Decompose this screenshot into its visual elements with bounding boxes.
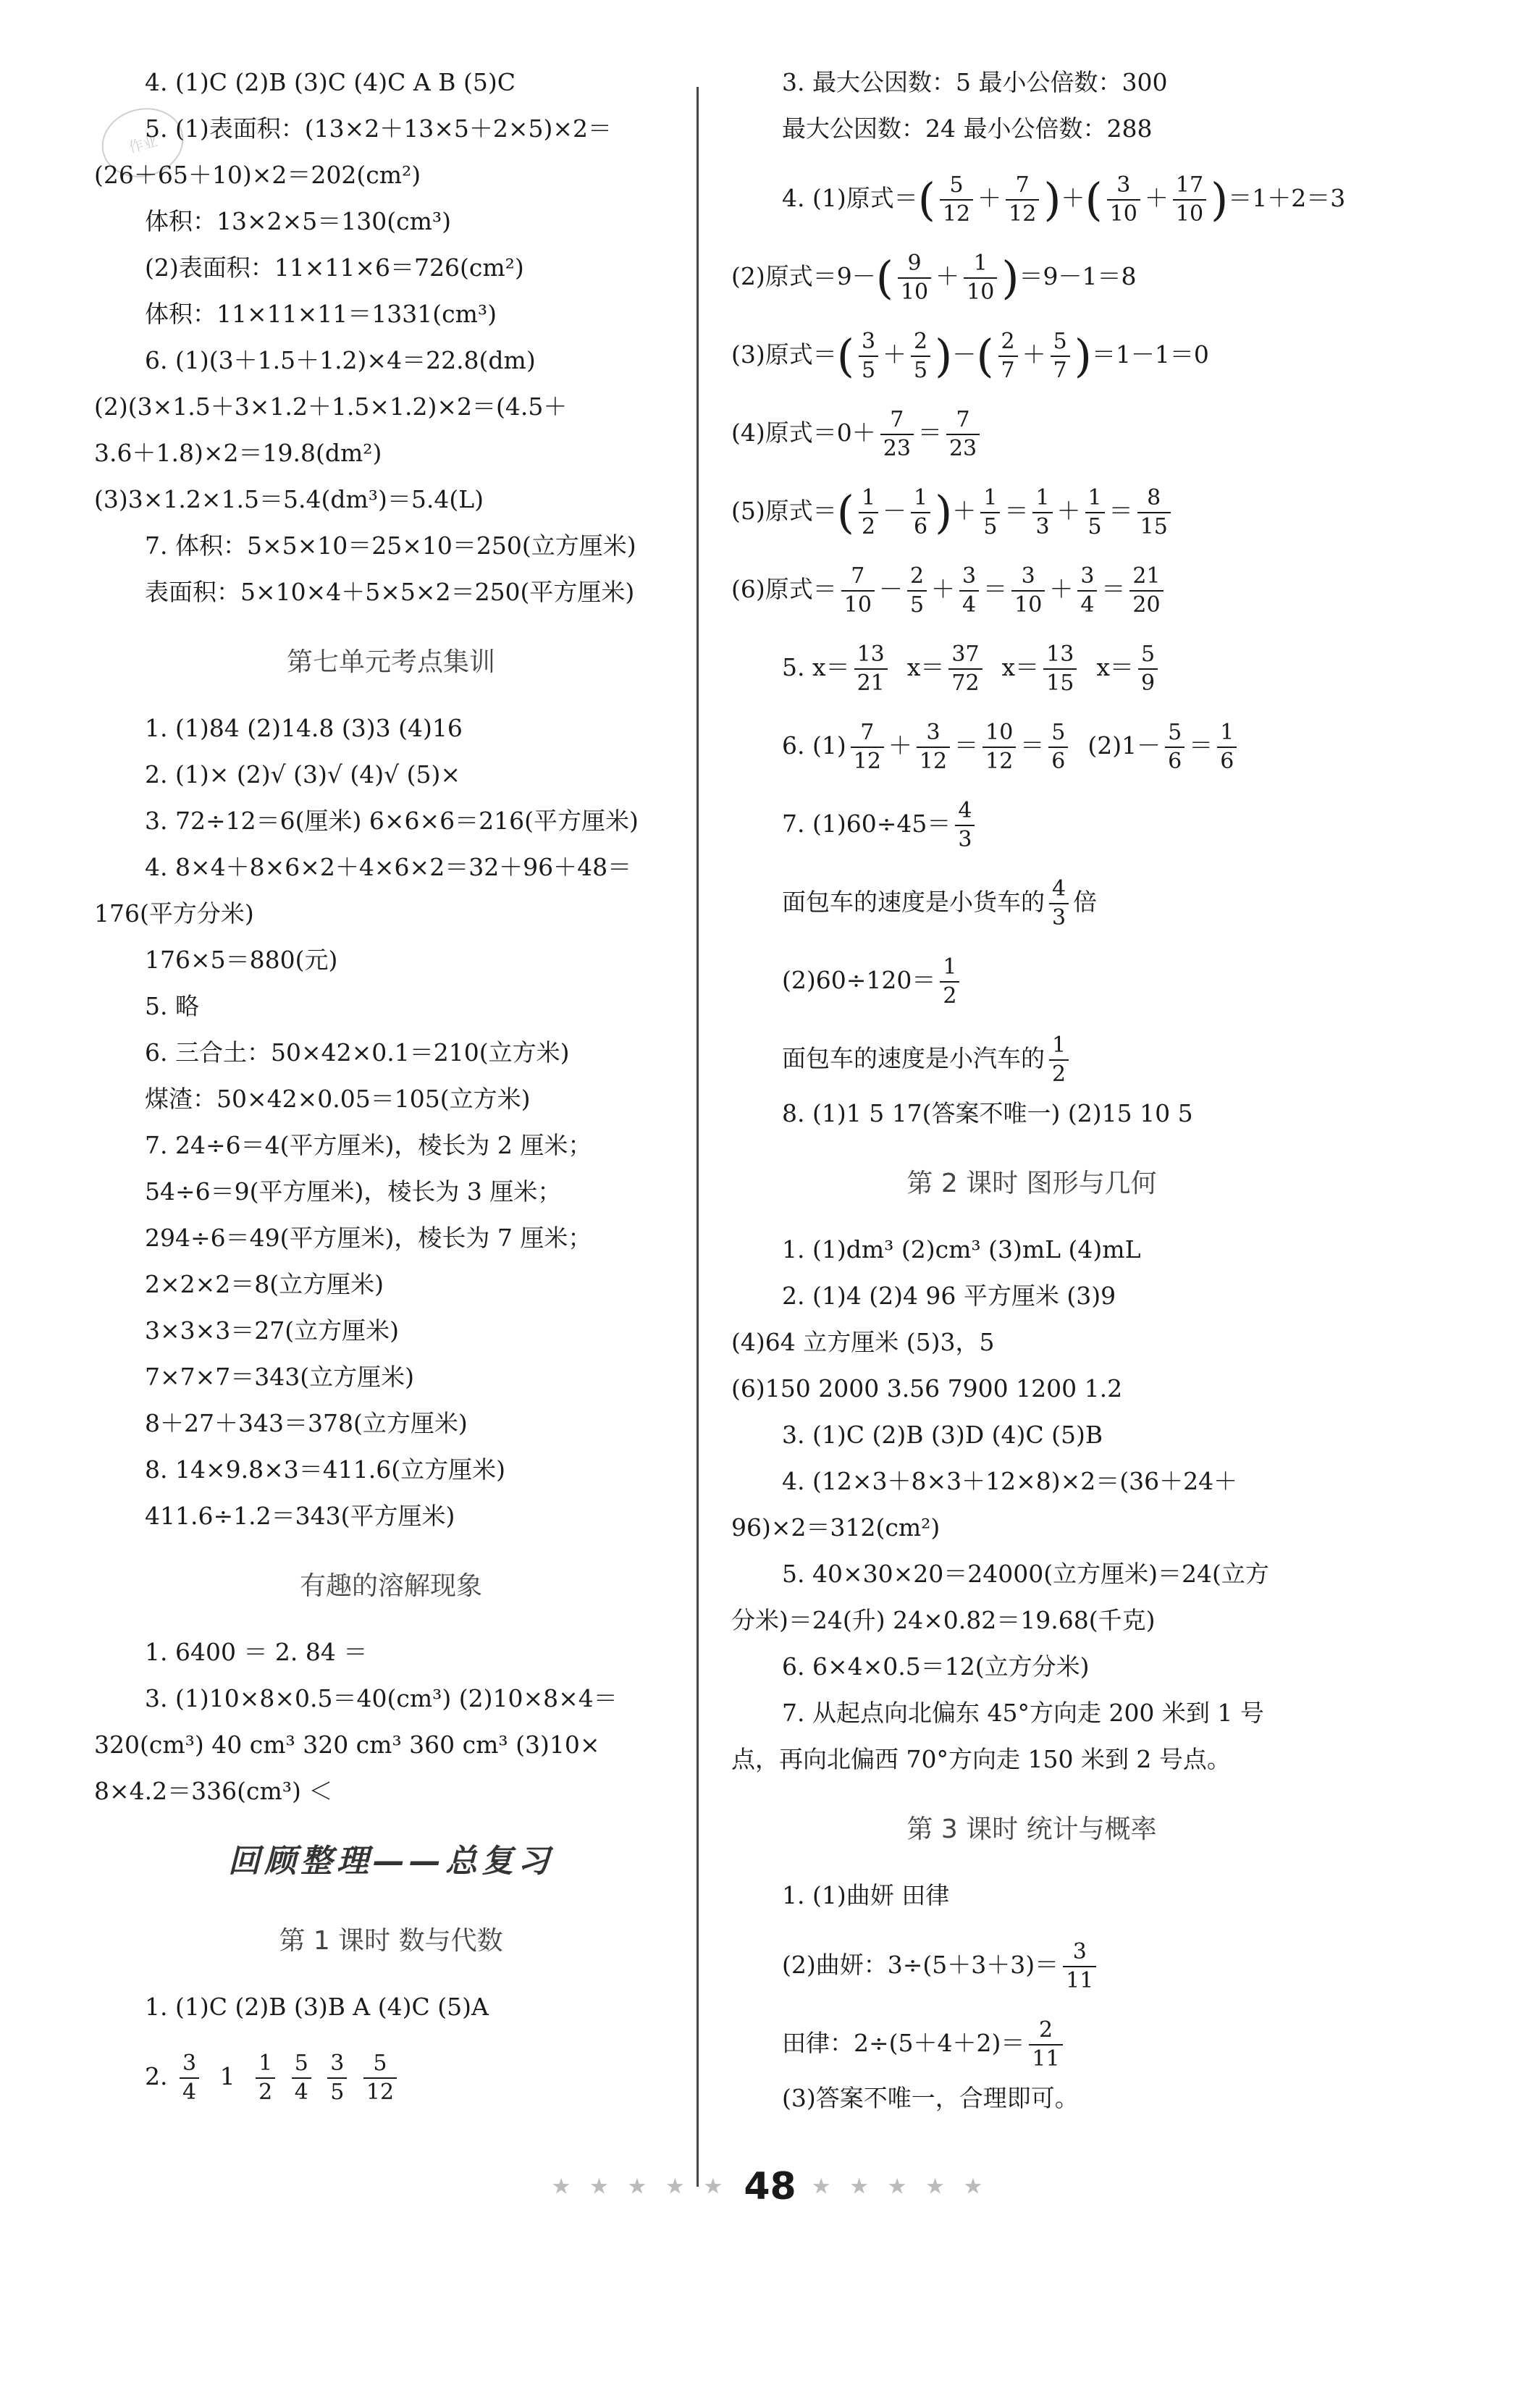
answer-line: 3. (1)10×8×0.5＝40(cm³) (2)10×8×4＝	[145, 1684, 618, 1712]
answer-line: 5. 40×30×20＝24000(立方厘米)＝24(立方	[782, 1560, 1269, 1588]
fraction: $\frac{3}{4}$	[180, 2050, 199, 2106]
answer-line: 3×3×3＝27(立方厘米)	[145, 1316, 400, 1345]
answer-line: 7. 从起点向北偏东 45°方向走 200 米到 1 号	[782, 1699, 1264, 1727]
answer-line: 3. 72÷12＝6(厘米) 6×6×6＝216(平方厘米)	[145, 807, 639, 835]
fraction: $\frac{1}{5}$	[1085, 484, 1105, 541]
fraction: $\frac{1}{6}$	[1217, 719, 1237, 775]
fraction: $\frac{2}{5}$	[911, 328, 930, 384]
fraction: $\frac{1}{3}$	[1032, 484, 1052, 541]
answer-line: 176×5＝880(元)	[145, 946, 338, 974]
answer-line: (6)原式＝ $\frac{7}{10}$ － $\frac{2}{5}$ ＋ $\frac{3}{4}$ ＝ $\frac{3}{10}$ ＋ $\frac{3}{4}$ ＝ $\frac{21}{20}$	[731, 550, 1332, 628]
fraction: $\frac{37}{72}$	[948, 641, 982, 697]
fraction: $\frac{5}{9}$	[1138, 641, 1158, 697]
answer-line: (2)曲妍：3÷(5＋3＋3)＝ $\frac{3}{11}$	[731, 1926, 1332, 2004]
left-column	[94, 67, 688, 2116]
section-heading: 第 1 课时 数与代数	[279, 1926, 503, 1956]
fraction: $\frac{17}{10}$	[1173, 172, 1206, 228]
answer-line: 体积：13×2×5＝130(cm³)	[145, 207, 452, 235]
fraction: $\frac{8}{15}$	[1137, 484, 1171, 541]
fraction: $\frac{3}{12}$	[917, 719, 950, 775]
fraction: $\frac{1}{5}$	[980, 484, 1000, 541]
answer-line: 1. (1)dm³ (2)cm³ (3)mL (4)mL	[782, 1235, 1141, 1264]
fraction: $\frac{13}{15}$	[1043, 641, 1077, 697]
answer-line: 分米)＝24(升) 24×0.82＝19.68(千克)	[731, 1606, 1156, 1634]
answer-line: 2. (1)4 (2)4 96 平方厘米 (3)9	[782, 1282, 1116, 1310]
answer-line: (5)原式＝( $\frac{1}{2}$ － $\frac{1}{6}$ )＋ $\frac{1}{5}$ ＝ $\frac{1}{3}$ ＋ $\frac{1}{5}$ ＝ $\frac{8}{15}$	[731, 472, 1332, 550]
fraction: $\frac{5}{7}$	[1051, 328, 1070, 384]
answer-line: 4. (12×3＋8×3＋12×8)×2＝(36＋24＋	[782, 1467, 1238, 1495]
answer-line: 411.6÷1.2＝343(平方厘米)	[145, 1502, 455, 1530]
fraction: $\frac{1}{2}$	[1049, 1032, 1069, 1088]
answer-line: 5. 略	[145, 992, 199, 1020]
answer-line: 8＋27＋343＝378(立方厘米)	[145, 1409, 468, 1437]
fraction: $\frac{2}{7}$	[998, 328, 1018, 384]
fraction: $\frac{21}{20}$	[1129, 563, 1163, 619]
answer-line: 3. 最大公因数：5 最小公倍数：300	[782, 68, 1168, 96]
answer-line: (3)3×1.2×1.5＝5.4(dm³)＝5.4(L)	[94, 485, 484, 513]
fraction: $\frac{5}{12}$	[940, 172, 973, 228]
answer-line: 煤渣：50×42×0.05＝105(立方米)	[145, 1085, 531, 1113]
fraction: $\frac{1}{2}$	[256, 2050, 275, 2106]
answer-line: 294÷6＝49(平方厘米)，棱长为 7 厘米；	[145, 1224, 592, 1252]
star-decoration-icon: ★ ★ ★ ★ ★	[551, 2174, 729, 2200]
page-number: 48	[744, 2165, 796, 2208]
answer-line: (2)表面积：11×11×6＝726(cm²)	[145, 253, 524, 282]
fraction: $\frac{7}{12}$	[1006, 172, 1039, 228]
fraction: $\frac{5}{4}$	[292, 2050, 311, 2106]
answer-line: (2)原式＝9－( $\frac{9}{10}$ ＋ $\frac{1}{10}$ )＝9－1＝8	[731, 251, 1137, 305]
fraction: $\frac{13}{21}$	[854, 641, 888, 697]
star-decoration-icon: ★ ★ ★ ★ ★	[811, 2174, 989, 2200]
fraction: $\frac{7}{12}$	[851, 719, 884, 775]
answer-line: (3)答案不唯一，合理即可。	[782, 2084, 1079, 2112]
answer-line: 4. (1)C (2)B (3)C (4)C A B (5)C	[145, 68, 516, 96]
answer-line: 5. x＝ $\frac{13}{21}$ x＝ $\frac{37}{72}$ x＝ $\frac{13}{15}$ x＝ $\frac{5}{9}$	[731, 628, 1332, 707]
answer-line: 2×2×2＝8(立方厘米)	[145, 1270, 384, 1298]
answer-line: 最大公因数：24 最小公倍数：288	[782, 114, 1153, 143]
fraction: $\frac{3}{10}$	[1011, 563, 1045, 619]
fraction: $\frac{2}{5}$	[907, 563, 927, 619]
answer-line: 6. (1)(3＋1.5＋1.2)×4＝22.8(dm)	[145, 346, 536, 374]
answer-line: 1. (1)曲妍 田律	[782, 1881, 950, 1909]
answer-line: 点，再向北偏西 70°方向走 150 米到 2 号点。	[731, 1745, 1231, 1773]
fraction: $\frac{1}{2}$	[859, 484, 878, 541]
fraction: $\frac{1}{2}$	[940, 954, 959, 1010]
fraction: $\frac{3}{5}$	[859, 328, 878, 384]
fraction: $\frac{4}{3}$	[1049, 875, 1069, 932]
fraction: $\frac{3}{5}$	[327, 2050, 347, 2106]
fraction: $\frac{3}{4}$	[1077, 563, 1097, 619]
answer-line: 1. 6400 ＝ 2. 84 ＝	[145, 1638, 368, 1666]
answer-line: 表面积：5×10×4＋5×5×2＝250(平方厘米)	[145, 578, 635, 606]
answer-line: (2)(3×1.5＋3×1.2＋1.5×1.2)×2＝(4.5＋	[94, 392, 568, 421]
answer-line: 体积：11×11×11＝1331(cm³)	[145, 300, 497, 328]
fraction: $\frac{2}{11}$	[1029, 2017, 1062, 2073]
answer-line: 面包车的速度是小货车的 $\frac{4}{3}$ 倍	[782, 876, 1098, 930]
chapter-heading: 回顾整理——总复习	[228, 1843, 554, 1880]
section-heading: 第七单元考点集训	[286, 647, 495, 677]
section-heading: 有趣的溶解现象	[299, 1571, 482, 1601]
answer-line: 田律：2÷(5＋4＋2)＝ $\frac{2}{11}$	[731, 2004, 1332, 2082]
answer-line: 3.6＋1.8)×2＝19.8(dm²)	[94, 439, 382, 467]
answer-line: 面包车的速度是小汽车的 $\frac{1}{2}$	[731, 1019, 1332, 1098]
answer-line: (4)原式＝0＋ $\frac{7}{23}$ ＝ $\frac{7}{23}$	[731, 394, 1332, 472]
fraction: $\frac{3}{10}$	[1107, 172, 1140, 228]
fraction: $\frac{3}{11}$	[1063, 1938, 1096, 1995]
answer-line: 7. (1)60÷45＝ $\frac{4}{3}$	[731, 785, 1332, 863]
right-column	[731, 67, 1346, 2129]
answer-line: 1. (1)84 (2)14.8 (3)3 (4)16	[145, 714, 463, 742]
answer-line: 176(平方分米)	[94, 899, 254, 928]
fraction: $\frac{3}{4}$	[959, 563, 979, 619]
answer-line: 96)×2＝312(cm²)	[731, 1513, 941, 1542]
fraction: $\frac{4}{3}$	[955, 797, 975, 854]
answer-line: 7. 体积：5×5×10＝25×10＝250(立方厘米)	[145, 531, 636, 560]
fraction: $\frac{1}{10}$	[964, 250, 997, 306]
answer-line: (6)150 2000 3.56 7900 1200 1.2	[731, 1374, 1123, 1403]
answer-line: (26＋65＋10)×2＝202(cm²)	[94, 161, 421, 189]
answer-line: 8×4.2＝336(cm³) ＜	[94, 1777, 333, 1805]
answer-line: 8. (1)1 5 17(答案不唯一) (2)15 10 5	[782, 1099, 1193, 1127]
fraction: $\frac{5}{12}$	[363, 2050, 397, 2106]
page-footer	[0, 2165, 1540, 2208]
answer-line: 7×7×7＝343(立方厘米)	[145, 1363, 415, 1391]
answer-line: 5. (1)表面积：(13×2＋13×5＋2×5)×2＝	[145, 114, 613, 143]
section-heading: 第 3 课时 统计与概率	[906, 1815, 1157, 1844]
fraction: $\frac{9}{10}$	[898, 250, 931, 306]
fraction: $\frac{5}{6}$	[1048, 719, 1068, 775]
answer-line: 3. (1)C (2)B (3)D (4)C (5)B	[782, 1421, 1103, 1449]
section-heading: 第 2 课时 图形与几何	[906, 1169, 1157, 1198]
answer-line: 4. 8×4＋8×6×2＋4×6×2＝32＋96＋48＝	[145, 853, 632, 881]
answer-line: 6. 三合土：50×42×0.1＝210(立方米)	[145, 1038, 570, 1067]
fraction: $\frac{10}{12}$	[983, 719, 1016, 775]
answer-line: 1. (1)C (2)B (3)B A (4)C (5)A	[145, 1993, 489, 2021]
answer-line: 4. (1)原式＝( $\frac{5}{12}$ ＋ $\frac{7}{12}$ )＋( $\frac{3}{10}$ ＋ $\frac{17}{10}$ )＝1＋2＝3	[782, 172, 1346, 227]
fraction: $\frac{1}{6}$	[911, 484, 930, 541]
answer-line: 8. 14×9.8×3＝411.6(立方厘米)	[145, 1455, 505, 1484]
answer-line: 6. (1) $\frac{7}{12}$ ＋ $\frac{3}{12}$ ＝ $\frac{10}{12}$ ＝ $\frac{5}{6}$ (2)1－ $\frac{5}{6}$ ＝ $\frac{1}{6}$	[731, 707, 1332, 785]
answer-line: 54÷6＝9(平方厘米)，棱长为 3 厘米；	[145, 1177, 562, 1206]
answer-line: 2. (1)× (2)√ (3)√ (4)√ (5)×	[145, 760, 461, 789]
answer-line: (3)原式＝( $\frac{3}{5}$ ＋ $\frac{2}{5}$ )－( $\frac{2}{7}$ ＋ $\frac{5}{7}$ )＝1－1＝0	[731, 329, 1209, 383]
answer-line: 320(cm³) 40 cm³ 320 cm³ 360 cm³ (3)10×	[94, 1731, 600, 1759]
fraction: $\frac{7}{10}$	[841, 563, 875, 619]
column-divider	[697, 87, 699, 2187]
answer-line: 7. 24÷6＝4(平方厘米)，棱长为 2 厘米；	[145, 1131, 592, 1159]
fraction: $\frac{7}{23}$	[946, 406, 980, 463]
answer-line: 2. $\frac{3}{4}$ 1 $\frac{1}{2}$ $\frac{5}{4}$ $\frac{3}{5}$ $\frac{5}{12}$	[94, 2038, 688, 2116]
answer-line: (4)64 立方厘米 (5)3，5	[731, 1328, 995, 1356]
homework-stamp: 作业	[94, 99, 191, 186]
answer-line: (2)60÷120＝ $\frac{1}{2}$	[731, 941, 1332, 1019]
fraction: $\frac{5}{6}$	[1165, 719, 1185, 775]
answer-line: 6. 6×4×0.5＝12(立方分米)	[782, 1652, 1090, 1681]
fraction: $\frac{7}{23}$	[880, 406, 914, 463]
